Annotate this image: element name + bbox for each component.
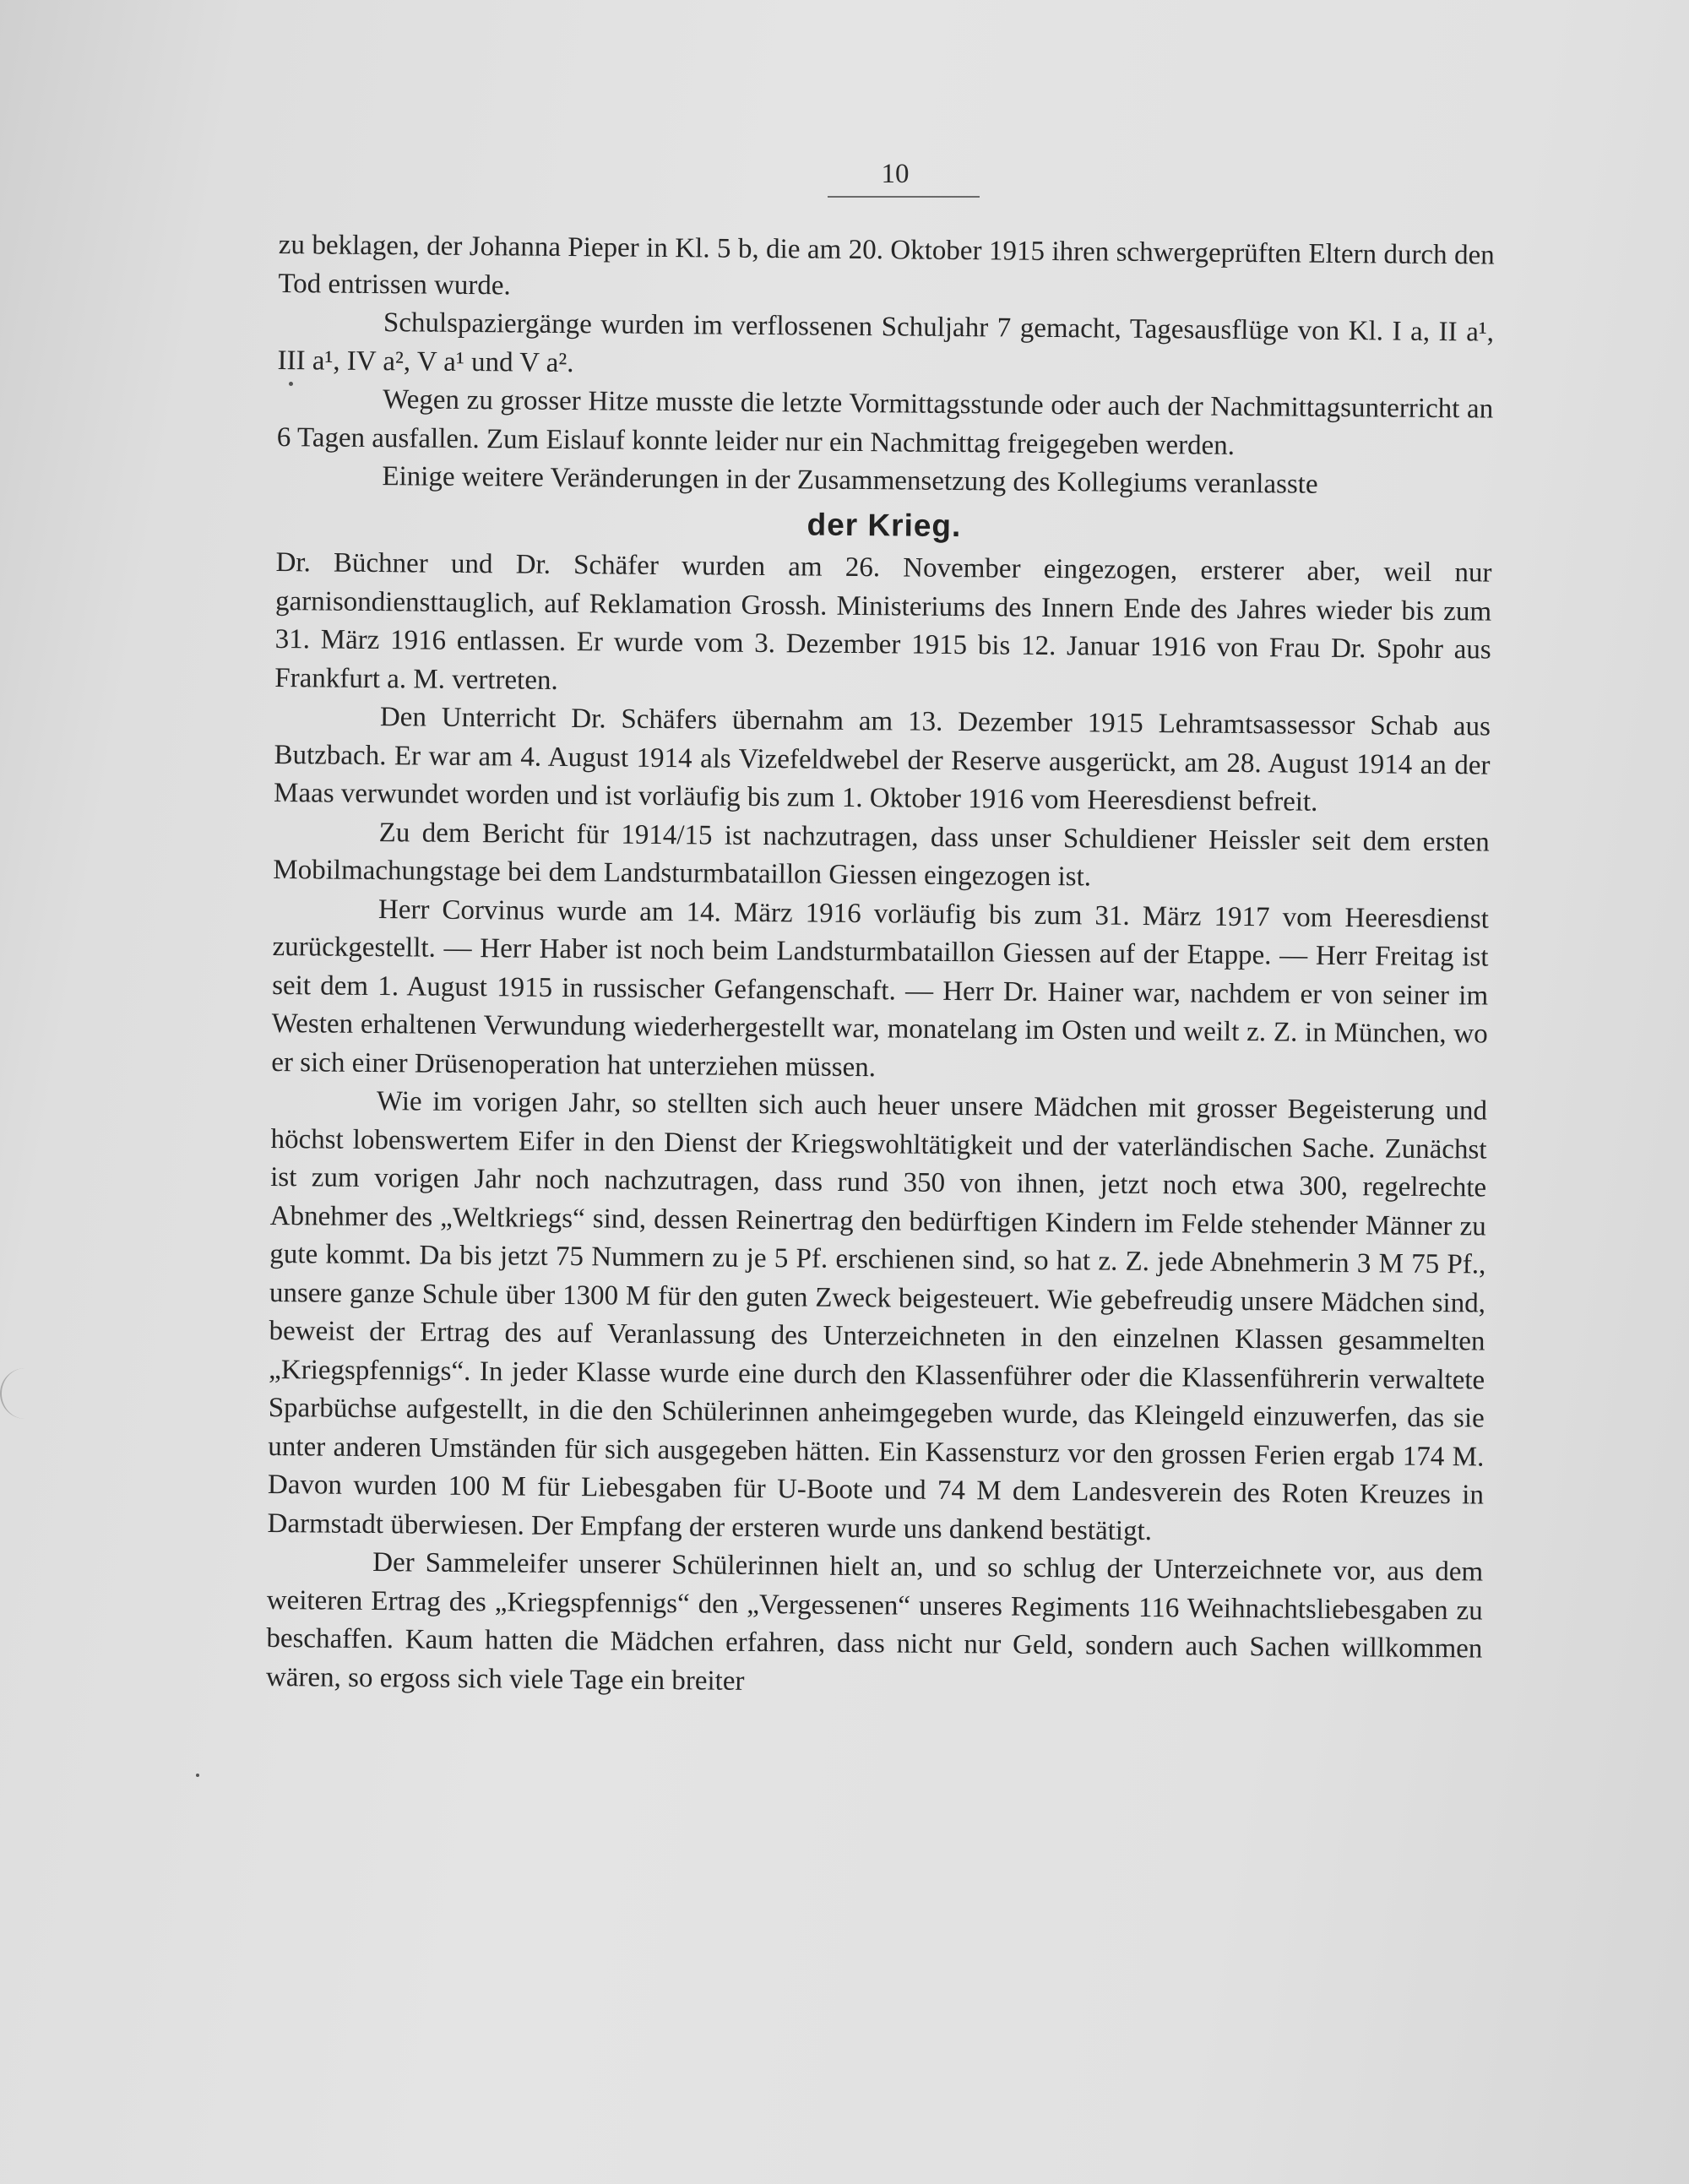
paper-edge-mark: [0, 1368, 35, 1419]
paragraph: Wegen zu grosser Hitze musste die letzte Vormittagsstunde oder auch der Nachmittagsunterricht an 6 Tagen ausfallen. Zum Eislauf konnte leider nur ein Nachmittag freigegeben werden.: [276, 384, 1494, 461]
paragraph: zu beklagen, der Johanna Pieper in Kl. 5 b, die am 20. Oktober 1915 ihren schwergeprüften Eltern durch den Tod entrissen wurde.: [278, 229, 1495, 301]
paragraph: Einige weitere Veränderungen in der Zusammensetzung des Kollegiums veranlasste: [382, 461, 1318, 500]
section-heading: der Krieg.: [806, 506, 962, 543]
paper-speck: [289, 382, 293, 386]
paragraph: Wie im vorigen Jahr, so stellten sich auch heuer unsere Mädchen mit grosser Begeisterung und höchst lobenswertem Eifer in den Dienst der Kriegswohltätigkeit und der vaterländischen Sache. Zunächst ist zum vorigen Jahr noch nachzutragen, dass rund 350 von ihnen, jetzt noch etwa 300, regelrechte Abnehmer des „Weltkriegs“ sind, dessen Reinertrag den bedürftigen Kindern im Felde stehender Männer zu gute kommt. Da bis jetzt 75 Nummern zu je 5 Pf. erschienen sind, so hat z. Z. jede Abnehmerin 3 M 75 Pf., unsere ganze Schule über 1300 M für den guten Zweck beigesteuert. Wie gebefreudig unsere Mädchen sind, beweist der Ertrag des auf Veranlassung des Unterzeichneten in den einzelnen Klassen gesammelten „Kriegspfennigs“. In jeder Klasse wurde eine durch den Klassenführer oder die Klassenführerin verwaltete Sparbüchse aufgestellt, in die den Schülerinnen anheimgegeben wurde, das Kleingeld einzuwerfen, das sie unter anderen Umständen für sich ausgegeben hätten. Ein Kassensturz vor den grossen Ferien ergab 174 M. Davon wurden 100 M für Liebesgaben für U-Boote und 74 M dem Landesverein des Roten Kreuzes in Darmstadt überwiesen. Der Empfang der ersteren wurde uns dankend bestätigt.: [267, 1086, 1488, 1546]
page-number: 10: [881, 159, 910, 189]
paragraph: Den Unterricht Dr. Schäfers übernahm am 13. Dezember 1915 Lehramtsassessor Schab aus Butzbach. Er war am 4. August 1914 als Vizefeldwebel der Reserve ausgerückt, am 28. August 1914 an der Maas verwundet worden und ist vorläufig bis zum 1. Oktober 1916 vom Heeresdienst befreit.: [273, 702, 1491, 818]
paragraph: Zu dem Bericht für 1914/15 ist nachzutragen, dass unser Schuldiener Heissler seit dem ersten Mobilmachungstage bei dem Landsturmbataillon Giessen eingezogen ist.: [273, 817, 1490, 893]
paragraph: Schulspaziergänge wurden im verflossenen Schuljahr 7 gemacht, Tagesausflüge von Kl. I a, II a¹, III a¹, IV a², V a¹ und V a².: [277, 307, 1495, 378]
paragraph: Dr. Büchner und Dr. Schäfer wurden am 26. November eingezogen, ersterer aber, weil nur garnisondiensttauglich, auf Reklamation Grossh. Ministeriums des Innern Ende des Jahres wieder bis zum 31. März 1916 entlassen. Er wurde vom 3. Dezember 1915 bis 12. Januar 1916 von Frau Dr. Spohr aus Frankfurt a. M. vertreten.: [274, 546, 1492, 696]
page-number-rule: [828, 196, 980, 198]
body-text: [266, 226, 1495, 1707]
paragraph: Der Sammeleifer unserer Schülerinnen hielt an, und so schlug der Unterzeichnete vor, aus dem weiteren Ertrag des „Kriegspfennigs“ den „Vergessenen“ unseres Regiments 116 Weihnachtsliebesgaben zu beschaffen. Kaum hatten die Mädchen erfahren, dass nicht nur Geld, sondern auch Sachen willkommen wären, so ergoss sich viele Tage ein breiter: [265, 1547, 1484, 1697]
paper-speck: [196, 1774, 199, 1777]
paragraph: Herr Corvinus wurde am 14. März 1916 vorläufig bis zum 31. März 1917 vom Heeresdienst zurückgestellt. — Herr Haber ist noch beim Landsturmbataillon Giessen auf der Etappe. — Herr Freitag ist seit dem 1. August 1915 in russischer Gefangenschaft. — Herr Dr. Hainer war, nachdem er von seiner im Westen erhaltenen Verwundung wiederhergestellt war, monatelang im Osten und weilt z. Z. in München, wo er sich einer Drüsenoperation hat unterziehen müssen.: [271, 894, 1490, 1083]
